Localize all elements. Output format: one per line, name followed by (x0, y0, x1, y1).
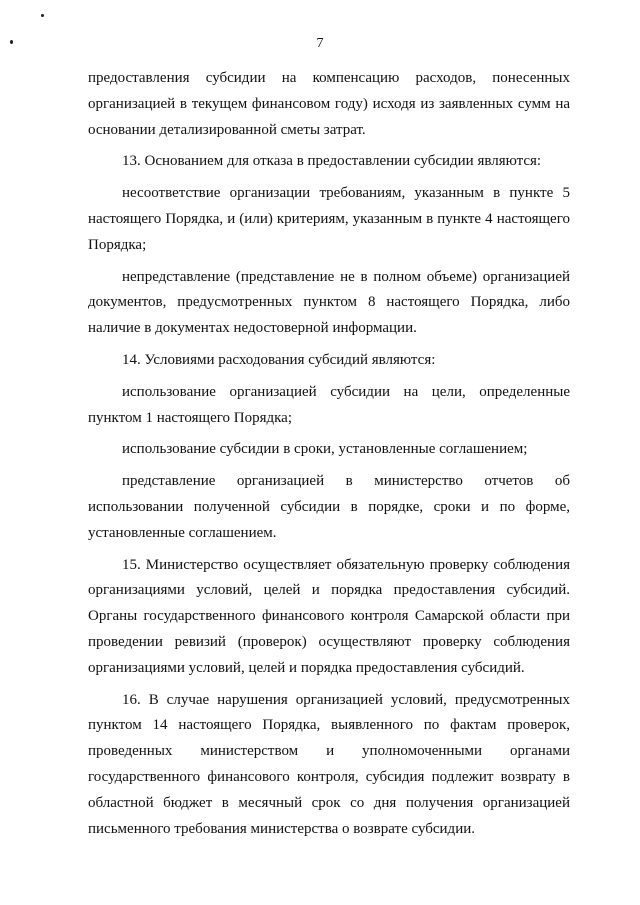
paragraph: 15. Министерство осуществляет обязательную проверку соблюдения организациями условий, целей и порядка предоставления субсидий. Органы государственного финансового контроля Самарской области при проведении ревизий (проверок) осуществляют проверку соблюдения организациями условий, целей и порядка предоставления субсидий. (88, 556, 570, 676)
scan-speck (41, 14, 44, 17)
paragraph: использование субсидии в сроки, установленные соглашением; (122, 441, 528, 458)
paragraph: непредставление (представление не в полном объеме) организацией документов, предусмотренных пунктом 8 настоящего Порядка, либо наличие в документах недостоверной информации. (88, 268, 570, 337)
paragraph: 16. В случае нарушения организацией условий, предусмотренных пунктом 14 настоящего Порядка, выявленного по фактам проверок, проведенных министерством и уполномоченными органами государственного финансового контроля, субсидия подлежит возврату в областной бюджет в месячный срок со дня получения организацией письменного требования министерства о возврате субсидии. (88, 691, 570, 837)
paragraph: предоставления субсидии на компенсацию расходов, понесенных организацией в текущем финансовом году) исходя из заявленных сумм на основании детализированной сметы затрат. (88, 70, 570, 138)
paragraph: 13. Основанием для отказа в предоставлении субсидии являются: (122, 153, 542, 170)
paragraph: 14. Условиями расходования субсидий являются: (122, 351, 436, 368)
page-number: 7 (316, 36, 324, 51)
paragraph: использование организацией субсидии на цели, определенные пунктом 1 настоящего Порядка; (88, 383, 570, 426)
paragraph: несоответствие организации требованиям, указанным в пункте 5 настоящего Порядка, и (или) критериям, указанным в пункте 4 настоящего Порядка; (88, 185, 570, 253)
paragraph: представление организацией в министерство отчетов об использовании полученной субсидии в порядке, сроки и по форме, установленные соглашением. (88, 473, 570, 541)
document-body (88, 66, 570, 842)
